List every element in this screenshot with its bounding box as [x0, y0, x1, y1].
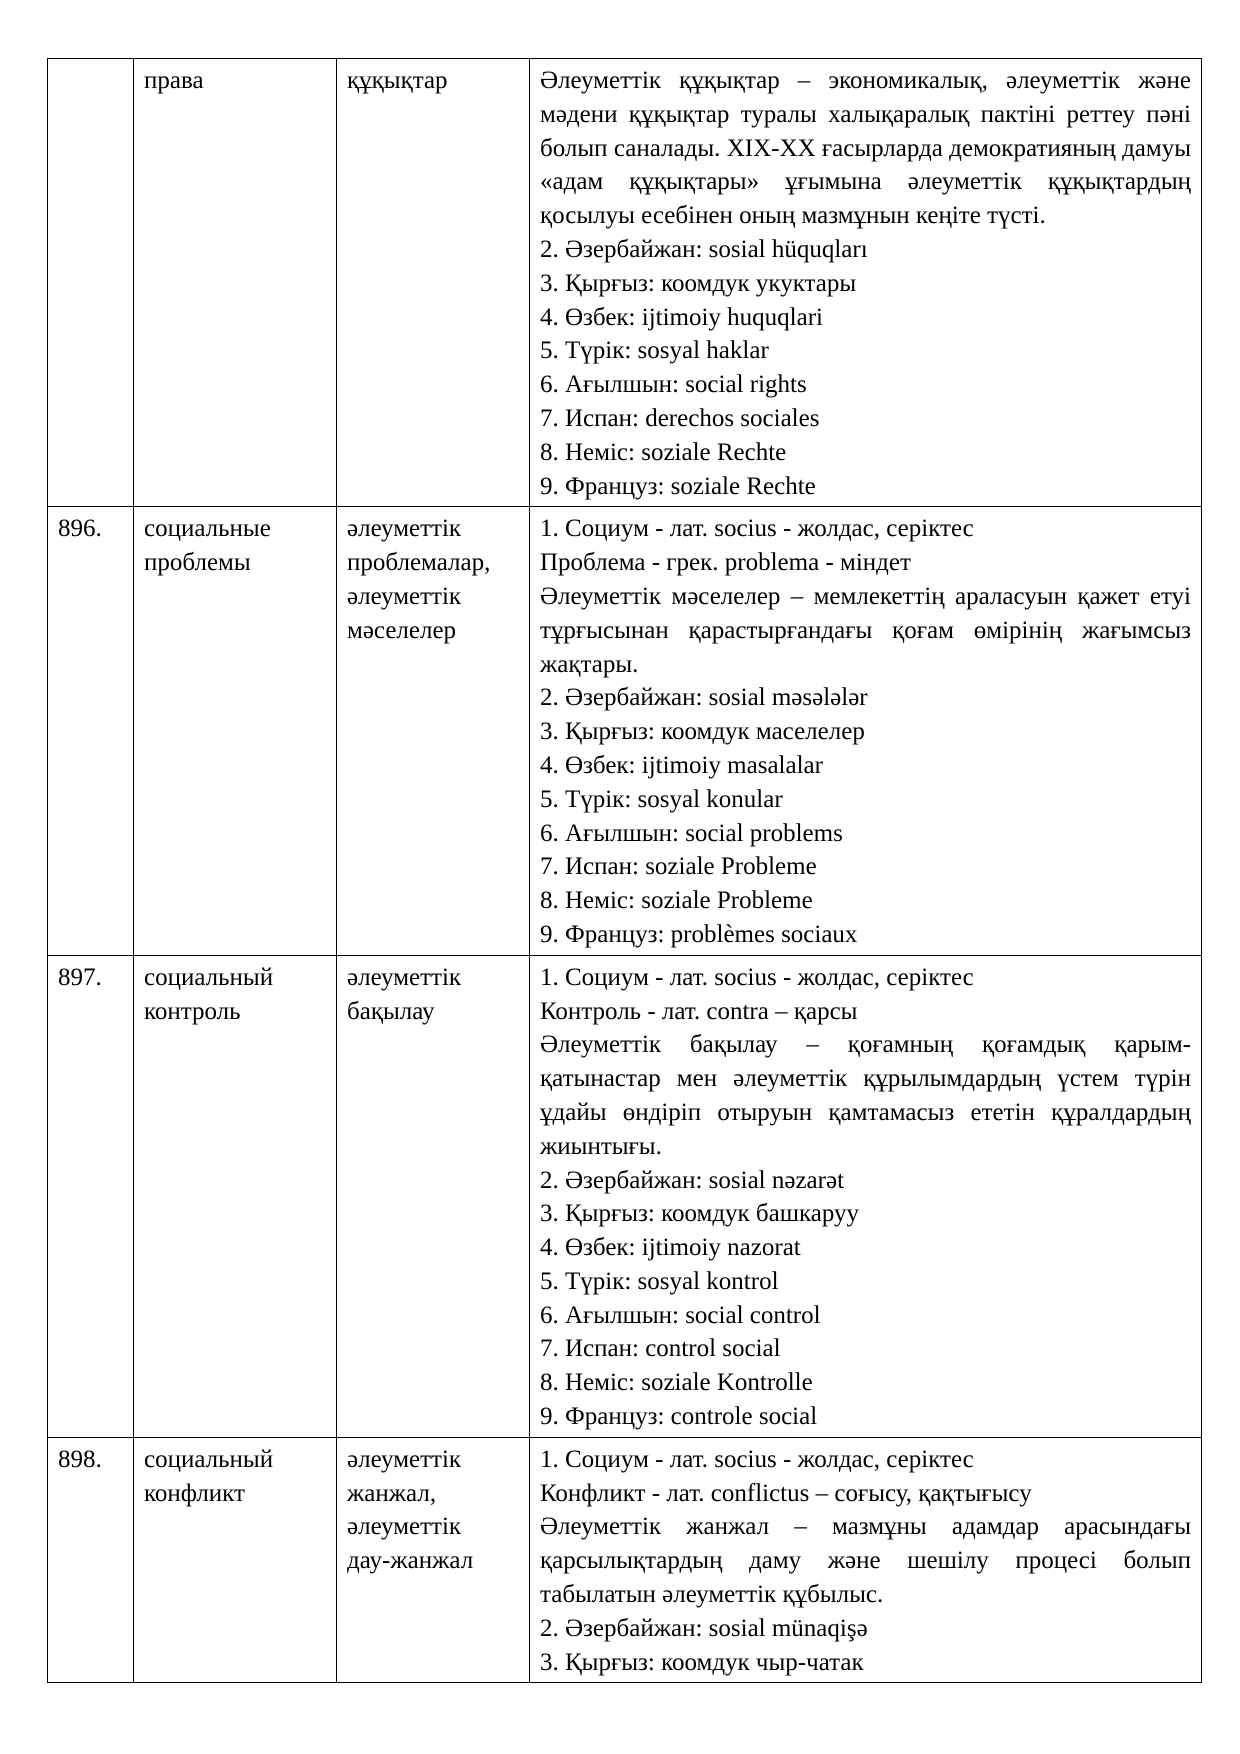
etymology-line: Проблема - грек. problema - міндет [540, 549, 911, 577]
table-row [48, 507, 1202, 955]
etymology-line: 1. Социум - лат. socius - жолдас, серіктес [540, 515, 974, 543]
definition-cell [530, 955, 1202, 1437]
translation-line: 3. Қырғыз: коомдук чыр-чатак [540, 1648, 864, 1676]
translation-line: 2. Әзербайжан: sosial hüquqları [540, 235, 868, 263]
russian-term: социальные проблемы [134, 507, 337, 955]
translation-line: 8. Неміс: soziale Kontrolle [540, 1369, 813, 1397]
translation-line: 3. Қырғыз: коомдук маселелер [540, 718, 865, 746]
definition-cell [530, 507, 1202, 955]
russian-term: социальный контроль [134, 955, 337, 1437]
translation-line: 5. Түрік: sosyal konular [540, 785, 783, 813]
definition-cell [530, 59, 1202, 507]
translation-line: 4. Өзбек: ijtimoiy nazorat [540, 1234, 801, 1262]
entry-number: 896. [48, 507, 134, 955]
translation-line: 6. Ағылшын: social problems [540, 819, 843, 847]
kazakh-term: әлеуметтік проблемалар, әлеуметтік мәселелер [337, 507, 530, 955]
etymology-line: 1. Социум - лат. socius - жолдас, серіктес [540, 1445, 974, 1473]
translation-line: 6. Ағылшын: social control [540, 1301, 821, 1329]
translation-line: 2. Әзербайжан: sosial məsələlər [540, 684, 868, 712]
translation-line: 2. Әзербайжан: sosial nəzarət [540, 1166, 845, 1194]
table-row [48, 955, 1202, 1437]
definition-text: Әлеуметтік жанжал – мазмұны адамдар арасындағы қарсылықтардың даму және шешілу процесі болып табылатын әлеуметтік құбылыс. [540, 1513, 1191, 1609]
definition-text: Әлеуметтік мәселелер – мемлекеттің араласуын қажет етуі тұрғысынан қарастырғандағы қоғам өмірінің жағымсыз жақтары. [540, 582, 1191, 678]
translation-line: 7. Испан: soziale Probleme [540, 853, 817, 881]
kazakh-term: әлеуметтік жанжал, әлеуметтік дау-жанжал [337, 1437, 530, 1683]
translation-line: 4. Өзбек: ijtimoiy huquqlari [540, 303, 823, 331]
translation-line: 4. Өзбек: ijtimoiy masalalar [540, 751, 823, 779]
entry-number: 898. [48, 1437, 134, 1683]
translation-line: 3. Қырғыз: коомдук башкаруу [540, 1200, 860, 1228]
translation-line: 6. Ағылшын: social rights [540, 371, 807, 399]
translation-line: 8. Неміс: soziale Probleme [540, 887, 813, 915]
translation-line: 8. Неміс: soziale Rechte [540, 438, 787, 466]
translation-line: 2. Әзербайжан: sosial münaqişə [540, 1614, 868, 1642]
russian-term: права [134, 59, 337, 507]
translation-line: 9. Француз: soziale Rechte [540, 472, 816, 500]
definition-cell [530, 1437, 1202, 1683]
kazakh-term: құқықтар [337, 59, 530, 507]
kazakh-term: әлеуметтік бақылау [337, 955, 530, 1437]
etymology-line: Контроль - лат. contra – қарсы [540, 997, 858, 1025]
translation-line: 3. Қырғыз: коомдук укуктары [540, 269, 857, 297]
etymology-line: Конфликт - лат. conflictus – соғысу, қақтығысу [540, 1479, 1032, 1507]
dictionary-table [47, 58, 1202, 1683]
translation-line: 7. Испан: derechos sociales [540, 404, 820, 432]
table-row [48, 1437, 1202, 1683]
translation-line: 9. Француз: controle social [540, 1403, 818, 1431]
definition-text: Әлеуметтік құқықтар – экономикалық, әлеуметтік және мәдени құқықтар туралы халықаралық пактіні реттеу пәні болып саналады. XIX-XX ғасырларда демократияның дамуы «адам құқықтары» ұғымына әлеуметтік құқықтардың қосылуы есебінен оның мазмұнын кеңіте түсті. [540, 67, 1191, 230]
entry-number [48, 59, 134, 507]
translation-line: 5. Түрік: sosyal haklar [540, 337, 769, 365]
translation-line: 9. Француз: problèmes sociaux [540, 920, 858, 948]
translation-line: 5. Түрік: sosyal kontrol [540, 1267, 779, 1295]
etymology-line: 1. Социум - лат. socius - жолдас, серіктес [540, 963, 974, 991]
entry-number: 897. [48, 955, 134, 1437]
definition-text: Әлеуметтік бақылау – қоғамның қоғамдық қарым-қатынастар мен әлеуметтік құрылымдардың үстем түрін ұдайы өндіріп отыруын қамтамасыз ететін құралдардың жиынтығы. [540, 1031, 1191, 1160]
translation-line: 7. Испан: control social [540, 1335, 781, 1363]
russian-term: социальный конфликт [134, 1437, 337, 1683]
table-row [48, 59, 1202, 507]
